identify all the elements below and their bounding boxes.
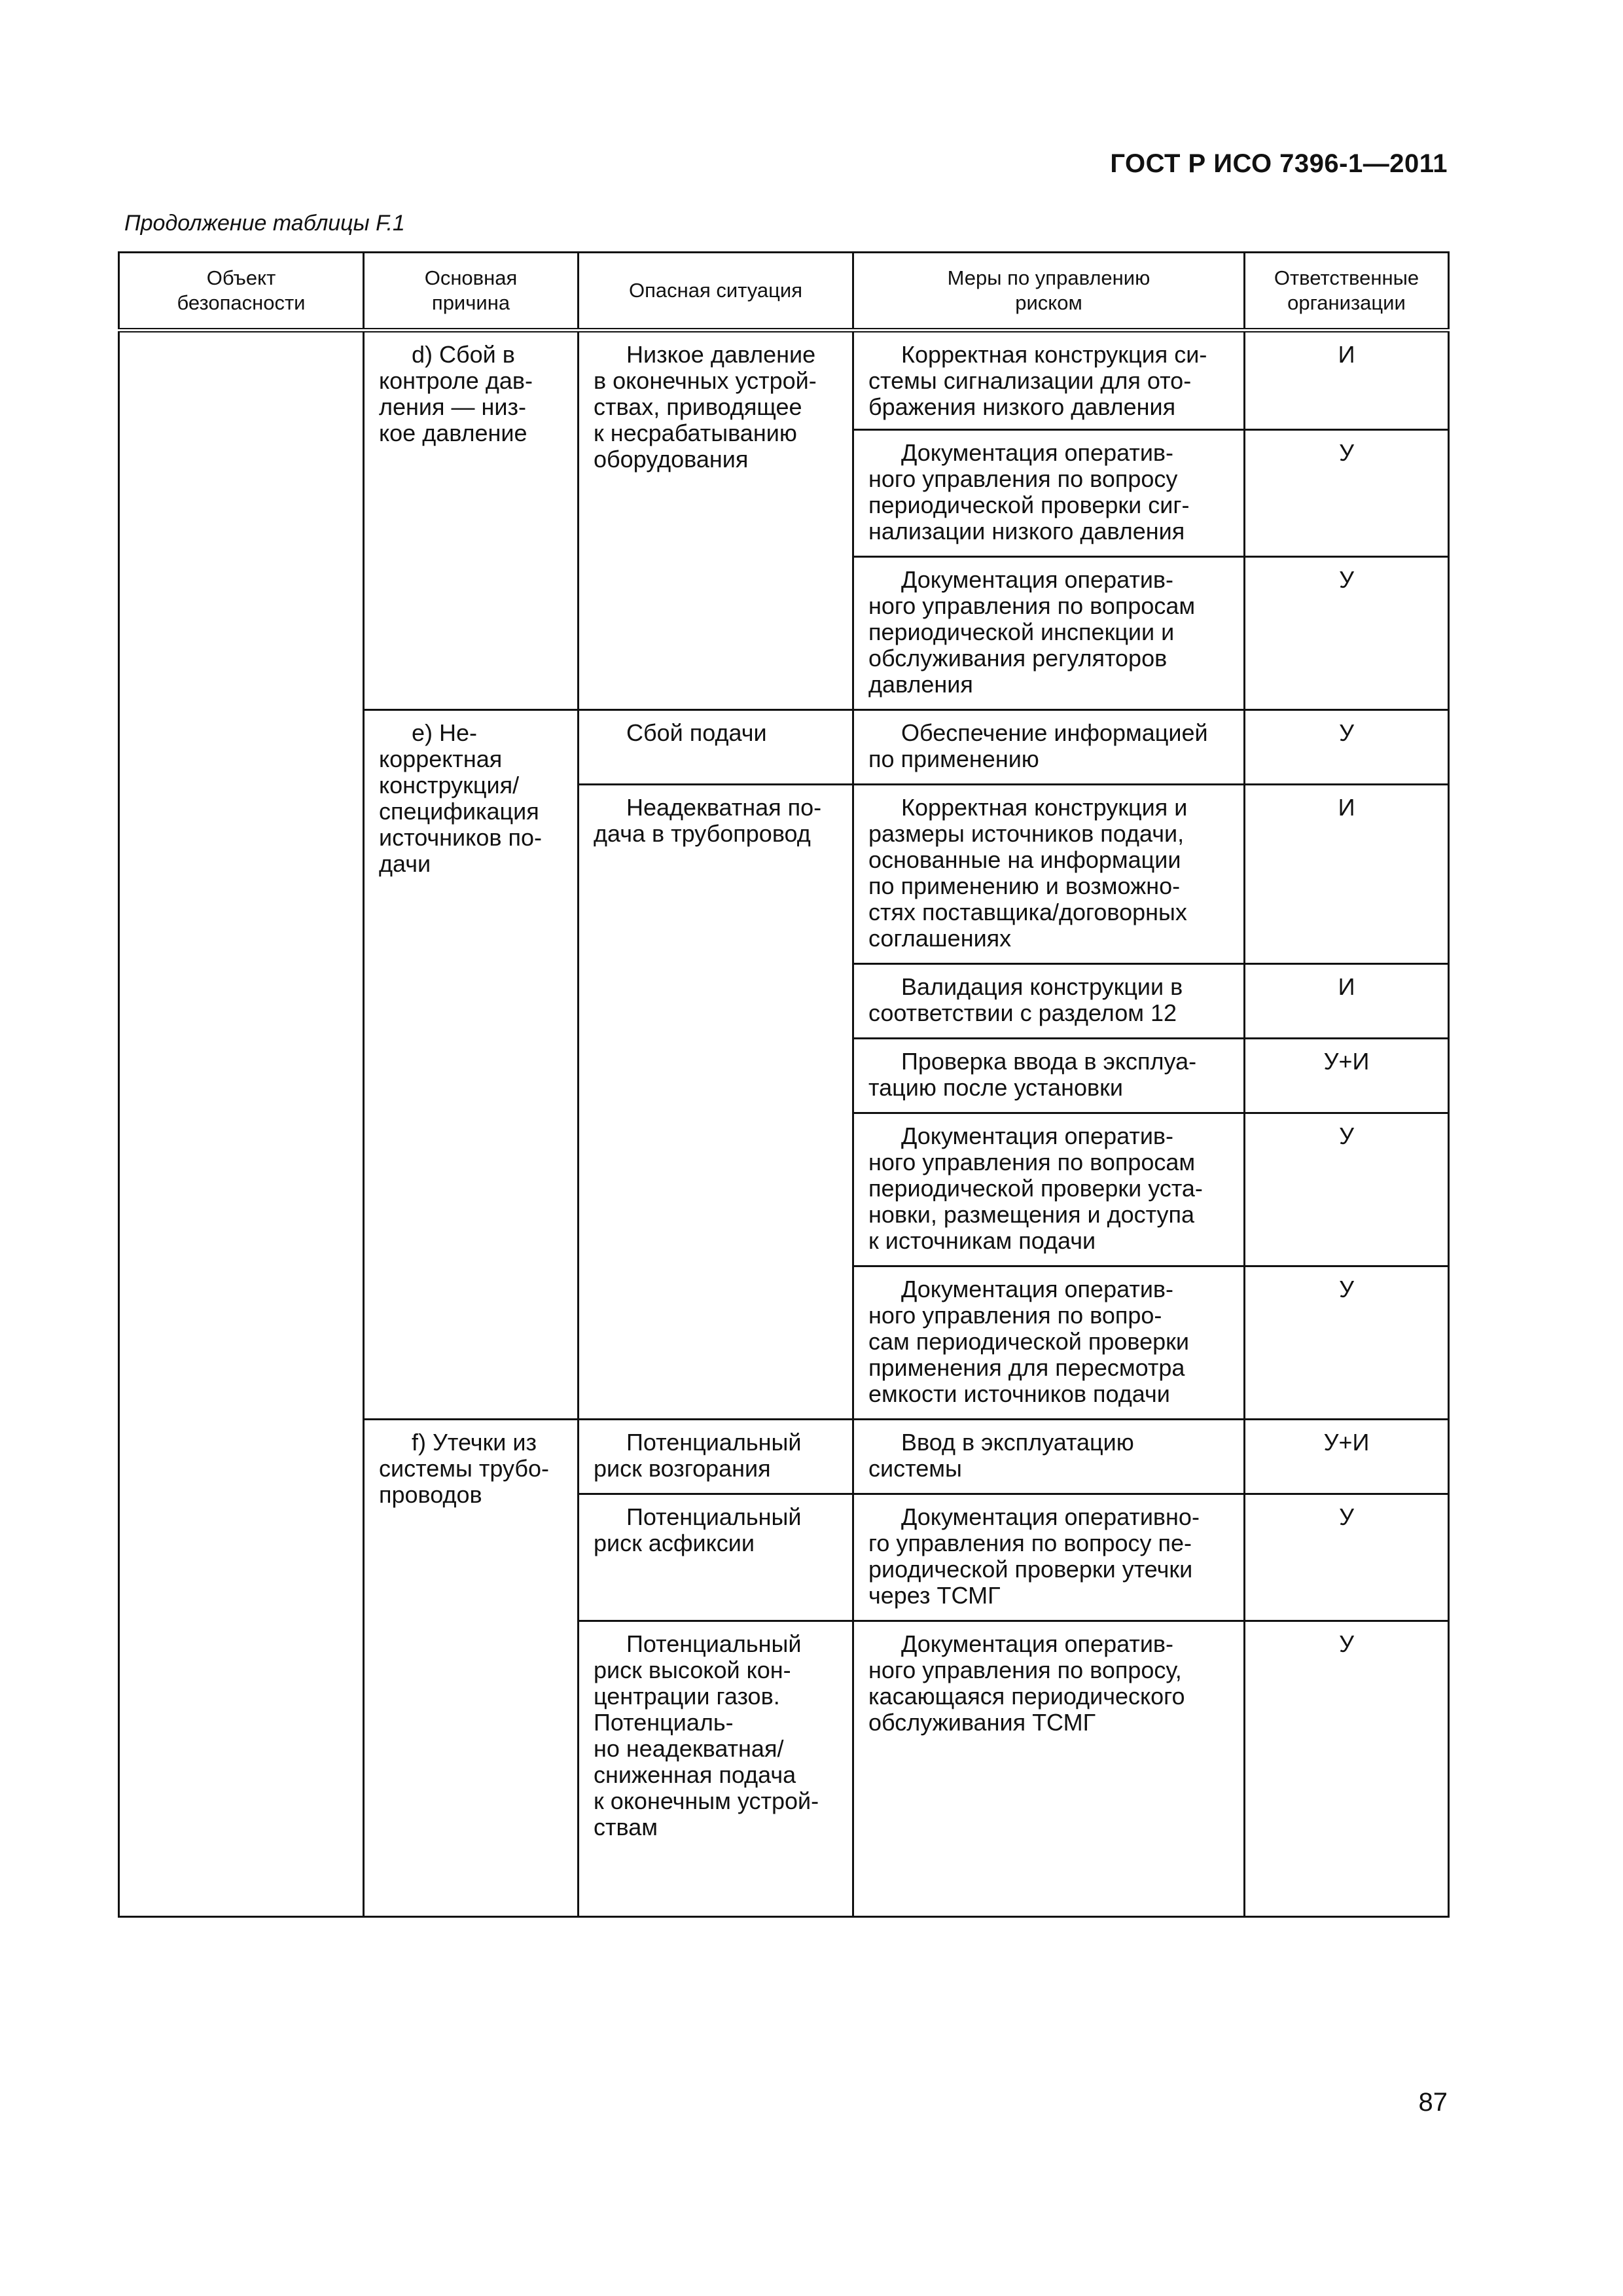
measure-cell: Ввод в эксплуатацию системы	[853, 1420, 1245, 1494]
measure-cell: Документация оператив- ного управления по вопросу, касающаяся периодического обслуживания ТСМГ	[853, 1621, 1245, 1917]
measure-cell: Валидация конструкции в соответствии с разделом 12	[853, 964, 1245, 1039]
page-number: 87	[1418, 2088, 1448, 2117]
organization-cell: У	[1245, 1113, 1449, 1266]
organization-cell: И	[1245, 785, 1449, 964]
organization-cell: И	[1245, 331, 1449, 430]
situation-cell: Сбой подачи	[579, 710, 853, 785]
measure-cell: Документация оператив- ного управления по вопросам периодической инспекции и обслуживания регуляторов давления	[853, 557, 1245, 710]
cause-cell: d) Сбой в контроле дав- ления — низ- кое давление	[364, 331, 579, 710]
organization-cell: И	[1245, 964, 1449, 1039]
cause-cell: f) Утечки из системы трубо- проводов	[364, 1420, 579, 1917]
organization-cell: У	[1245, 430, 1449, 557]
measure-cell: Документация оператив- ного управления по вопросу периодической проверки сиг- нализации низкого давления	[853, 430, 1245, 557]
cause-cell: e) Не- корректная конструкция/ спецификация источников по- дачи	[364, 710, 579, 1420]
column-header-organizations: Ответственные организации	[1245, 253, 1449, 331]
measure-cell: Проверка ввода в эксплуа- тацию после установки	[853, 1039, 1245, 1113]
situation-cell: Потенциальный риск асфиксии	[579, 1494, 853, 1621]
organization-cell: У	[1245, 710, 1449, 785]
situation-cell: Потенциальный риск возгорания	[579, 1420, 853, 1494]
column-header-object: Объект безопасности	[119, 253, 364, 331]
table-caption: Продолжение таблицы F.1	[124, 211, 405, 236]
organization-cell: У+И	[1245, 1420, 1449, 1494]
measure-cell: Корректная конструкция и размеры источников подачи, основанные на информации по применению и возможно- стях поставщика/договорных соглашениях	[853, 785, 1245, 964]
measure-cell: Корректная конструкция си- стемы сигнализации для ото- бражения низкого давления	[853, 331, 1245, 430]
measure-cell: Документация оператив- ного управления по вопросам периодической проверки уста- новки, размещения и доступа к источникам подачи	[853, 1113, 1245, 1266]
organization-cell: У	[1245, 1494, 1449, 1621]
measure-cell: Документация оператив- ного управления по вопро- сам периодической проверки применения для пересмотра емкости источников подачи	[853, 1266, 1245, 1420]
organization-cell: У+И	[1245, 1039, 1449, 1113]
measure-cell: Документация оперативно- го управления по вопросу пе- риодической проверки утечки через ТСМГ	[853, 1494, 1245, 1621]
situation-cell: Неадекватная по- дача в трубопровод	[579, 785, 853, 1420]
table-row	[119, 331, 1449, 430]
organization-cell: У	[1245, 1266, 1449, 1420]
column-header-situation: Опасная ситуация	[579, 253, 853, 331]
column-header-measures: Меры по управлению риском	[853, 253, 1245, 331]
table-header-row	[119, 253, 1449, 331]
column-header-cause: Основная причина	[364, 253, 579, 331]
document-code: ГОСТ Р ИСО 7396-1—2011	[1110, 149, 1448, 178]
measure-cell: Обеспечение информацией по применению	[853, 710, 1245, 785]
situation-cell: Потенциальный риск высокой кон- центрации газов. Потенциаль- но неадекватная/ сниженная подача к оконечным устрой- ствам	[579, 1621, 853, 1917]
organization-cell: У	[1245, 557, 1449, 710]
risk-table	[118, 251, 1450, 1918]
safety-object-cell	[119, 331, 364, 1917]
organization-cell: У	[1245, 1621, 1449, 1917]
situation-cell: Низкое давление в оконечных устрой- ствах, приводящее к несрабатыванию оборудования	[579, 331, 853, 710]
